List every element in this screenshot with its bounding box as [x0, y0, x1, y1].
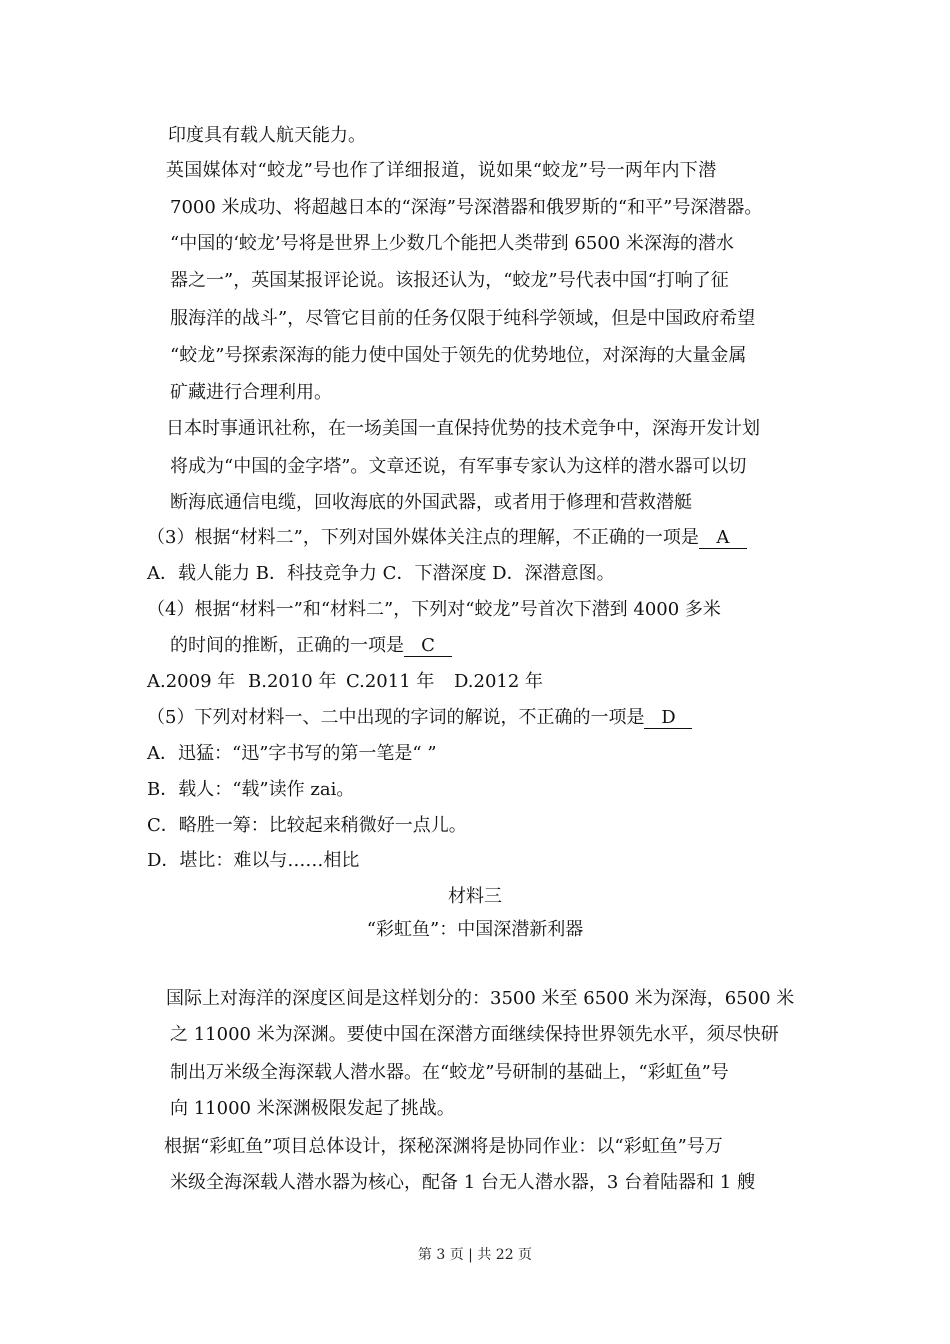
question-5-option-c: C．略胜一筹：比较起来稍微好一点儿。	[147, 815, 467, 836]
question-4-answer: C	[404, 636, 452, 657]
paragraph-line: 将成为“中国的金字塔”。文章还说，有军事专家认为这样的潜水器可以切	[170, 456, 747, 477]
question-5	[147, 706, 692, 730]
question-3-text: （3）根据“材料二”，下列对国外媒体关注点的理解，不正确的一项是	[147, 527, 699, 548]
question-4-option-b: B.2010 年	[248, 671, 337, 692]
paragraph-line: 7000 米成功、将超越日本的“深海”号深潜器和俄罗斯的“和平”号深潜器。	[170, 197, 763, 218]
question-4-option-a: A.2009 年	[147, 671, 236, 692]
material-heading: 材料三	[448, 886, 502, 907]
paragraph-line: 之 11000 米为深渊。要使中国在深潜方面继续保持世界领先水平，须尽快研	[170, 1024, 779, 1045]
question-5-option-b: B．载人：“载”读作 zai。	[147, 779, 355, 800]
question-3	[147, 526, 747, 550]
material-subtitle: “彩虹鱼”：中国深潜新利器	[366, 919, 584, 940]
question-5-option-d: D．堪比：难以与……相比	[147, 850, 360, 871]
question-5-text: （5）下列对材料一、二中出现的字词的解说，不正确的一项是	[147, 707, 645, 728]
paragraph-line: 根据“彩虹鱼”项目总体设计，探秘深渊将是协同作业：以“彩虹鱼”号万	[164, 1136, 723, 1157]
question-3-answer: A	[699, 528, 747, 549]
paragraph-line: “中国的‘蛟龙’号将是世界上少数几个能把人类带到 6500 米深海的潜水	[170, 233, 734, 254]
paragraph-line: 服海洋的战斗”，尽管它目前的任务仅限于纯科学领域，但是中国政府希望	[170, 308, 756, 329]
paragraph-line: 日本时事通讯社称，在一场美国一直保持优势的技术竞争中，深海开发计划	[166, 418, 760, 439]
question-4-text: 的时间的推断，正确的一项是	[170, 635, 404, 656]
paragraph-line: 米级全海深载人潜水器为核心，配备 1 台无人潜水器，3 台着陆器和 1 艘	[170, 1172, 755, 1193]
question-5-option-a: A．迅猛：“迅”字书写的第一笔是“ ”	[147, 743, 437, 764]
question-4-option-d: D.2012 年	[454, 671, 544, 692]
paragraph-line: 向 11000 米深渊极限发起了挑战。	[170, 1098, 455, 1119]
paragraph-line: 制出万米级全海深载人潜水器。在“蛟龙”号研制的基础上，“彩虹鱼”号	[170, 1062, 729, 1083]
paragraph-line: “蛟龙”号探索深海的能力使中国处于领先的优势地位，对深海的大量金属	[170, 345, 747, 366]
question-3-options: A．载人能力 B．科技竞争力 C．下潜深度 D．深潜意图。	[147, 563, 615, 584]
question-5-answer: D	[644, 708, 692, 729]
paragraph-line: 英国媒体对“蛟龙”号也作了详细报道，说如果“蛟龙”号一两年内下潜	[166, 160, 717, 181]
paragraph-line: 器之一”，英国某报评论说。该报还认为，“蛟龙”号代表中国“打响了征	[170, 270, 729, 291]
question-4-line-1: （4）根据“材料一”和“材料二”，下列对“蛟龙”号首次下潜到 4000 多米	[147, 599, 721, 620]
paragraph-line: 印度具有载人航天能力。	[168, 125, 366, 146]
question-4	[170, 634, 452, 658]
paragraph-line: 国际上对海洋的深度区间是这样划分的：3500 米至 6500 米为深海，6500 米	[166, 988, 795, 1009]
question-4-option-c: C.2011 年	[346, 671, 435, 692]
paragraph-line: 断海底通信电缆，回收海底的外国武器，或者用于修理和营救潜艇	[170, 492, 692, 513]
paragraph-line: 矿藏进行合理利用。	[170, 382, 332, 403]
page-footer: 第 3 页 | 共 22 页	[417, 1247, 533, 1263]
